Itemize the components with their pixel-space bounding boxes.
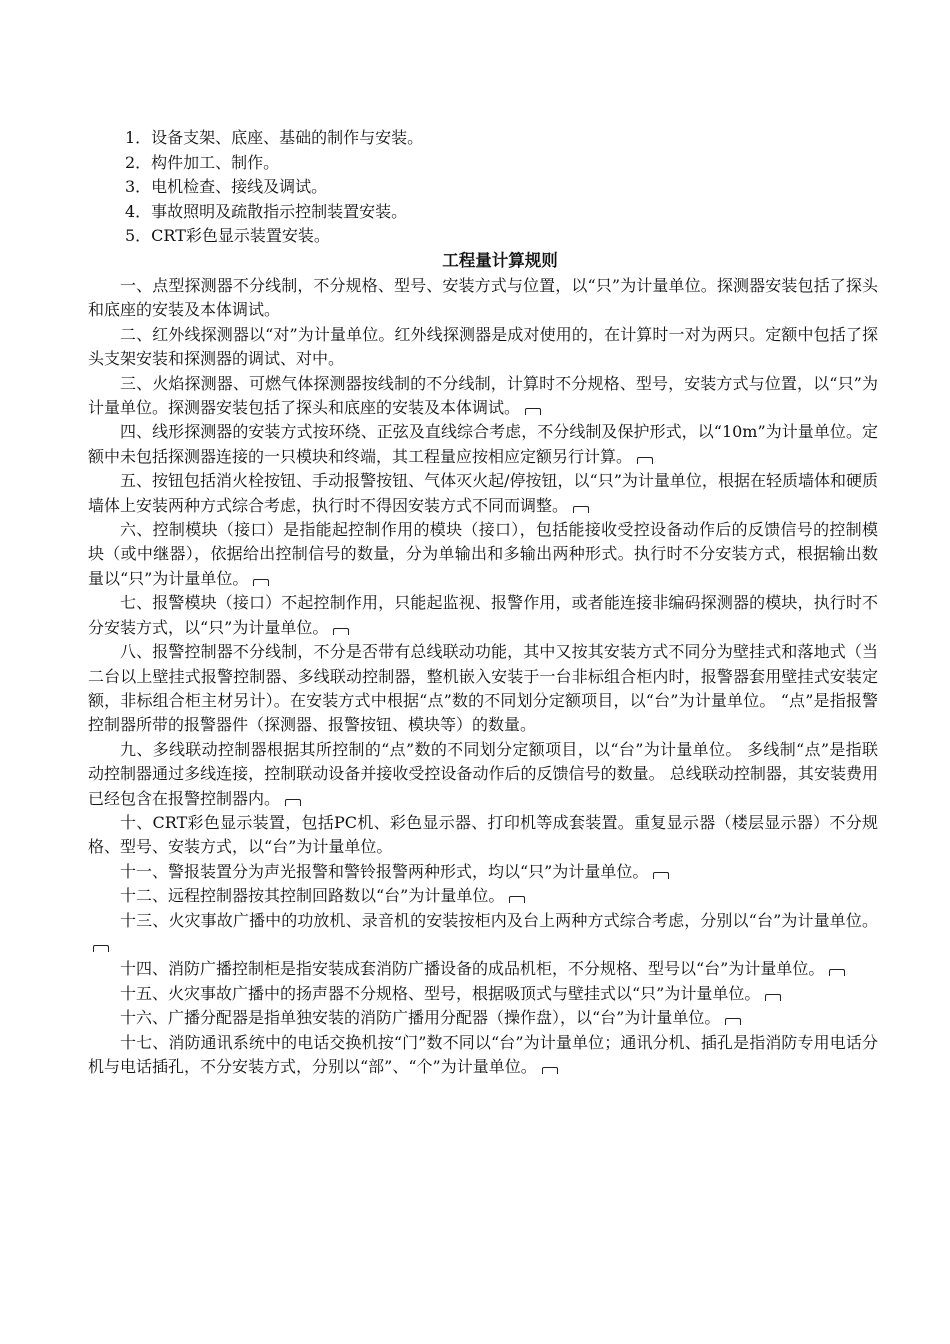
list-item: 3．电机检查、接线及调试。 xyxy=(125,177,328,196)
rule-text: 十三、火灾事故广播中的功放机、录音机的安装按柜内及台上两种方式综合考虑，分别以“台”为计量单位。 xyxy=(120,910,878,930)
rule-text: 六、控制模块（接口）是指能起控制作用的模块（接口），包括能接收受控设备动作后的反馈信号的控制模块（或中继器），依据给出控制信号的数量，分为单输出和多输出两种形式。执行时不分安装方式，根据输出数量以“只”为计量单位。 xyxy=(88,520,878,588)
list-item: 5．CRT彩色显示装置安装。 xyxy=(125,226,330,245)
rule-paragraph-3 xyxy=(88,372,878,421)
rule-text: 八、报警控制器不分线制，不分是否带有总线联动功能，其中又按其安装方式不同分为壁挂式和落地式（当二台以上壁挂式报警控制器、多线联动控制器，整机嵌入安装于一台非标组合柜内时，报警器套用壁挂式安装定额，非标组合柜主材另计）。在安装方式中根据“点”数的不同划分定额项目，以“台”为计量单位。 “点”是指报警控制器所带的报警器件（探测器、报警按钮、模块等）的数量。 xyxy=(88,642,878,735)
paragraph-mark-icon xyxy=(542,1067,558,1074)
paragraph-mark-icon xyxy=(509,896,525,903)
rule-paragraph-4 xyxy=(88,420,878,469)
rule-text: 一、点型探测器不分线制，不分规格、型号、安装方式与位置，以“只”为计量单位。探测器安装包括了探头和底座的安装及本体调试。 xyxy=(88,276,878,320)
paragraph-mark-icon xyxy=(637,457,653,464)
paragraph-mark-icon xyxy=(829,969,845,976)
rule-paragraph-14 xyxy=(88,957,878,981)
paragraph-mark-icon xyxy=(253,579,269,586)
rule-text: 十六、广播分配器是指单独安装的消防广播用分配器（操作盘），以“台”为计量单位。 xyxy=(120,1008,721,1028)
rule-text: 十二、远程控制器按其控制回路数以“台”为计量单位。 xyxy=(120,886,505,906)
rule-paragraph-10 xyxy=(88,811,878,860)
rule-text: 十一、警报装置分为声光报警和警铃报警两种形式，均以“只”为计量单位。 xyxy=(120,861,649,881)
paragraph-mark-icon xyxy=(725,1018,741,1025)
rule-paragraph-5 xyxy=(88,469,878,518)
rule-text: 四、线形探测器的安装方式按环绕、正弦及直线综合考虑，不分线制及保护形式，以“10m”为计量单位。定额中未包括探测器连接的一只模块和终端，其工程量应按相应定额另行计算。 xyxy=(88,422,878,466)
rule-paragraph-17 xyxy=(88,1031,878,1080)
rule-paragraph-12 xyxy=(88,884,878,908)
paragraph-mark-icon xyxy=(93,945,109,952)
rule-text: 三、火焰探测器、可燃气体探测器按线制的不分线制，计算时不分规格、型号，安装方式与位置，以“只”为计量单位。探测器安装包括了探头和底座的安装及本体调试。 xyxy=(88,373,878,418)
paragraph-mark-icon xyxy=(333,628,349,635)
rule-text: 十四、消防广播控制柜是指安装成套消防广播设备的成品机柜，不分规格、型号以“台”为计量单位。 xyxy=(120,959,825,979)
scope-list xyxy=(125,126,885,249)
rule-paragraph-8 xyxy=(88,640,878,738)
rule-paragraph-13 xyxy=(88,909,878,958)
rule-paragraph-2 xyxy=(88,323,878,372)
rule-paragraph-7 xyxy=(88,591,878,640)
rule-paragraph-11 xyxy=(88,860,878,884)
paragraph-mark-icon xyxy=(765,994,781,1001)
list-item: 2．构件加工、制作。 xyxy=(125,152,280,172)
paragraph-mark-icon xyxy=(525,408,541,415)
paragraph-mark-icon xyxy=(653,872,669,879)
rule-paragraph-6 xyxy=(88,518,878,591)
rule-paragraph-16 xyxy=(88,1006,878,1030)
list-item: 1．设备支架、底座、基础的制作与安装。 xyxy=(125,128,424,147)
rule-paragraph-9 xyxy=(88,738,878,811)
rule-text: 五、按钮包括消火栓按钮、手动报警按钮、气体灭火起/停按钮，以“只”为计量单位，根据在轻质墙体和硬质墙体上安装两种方式综合考虑，执行时不得因安装方式不同而调整。 xyxy=(88,471,878,515)
list-item: 4．事故照明及疏散指示控制装置安装。 xyxy=(125,201,408,221)
paragraph-mark-icon xyxy=(573,506,589,513)
rule-text: 七、报警模块（接口）不起控制作用，只能起监视、报警作用，或者能连接非编码探测器的模块，执行时不分安装方式，以“只”为计量单位。 xyxy=(88,593,878,637)
rule-paragraph-15 xyxy=(88,982,878,1006)
paragraph-mark-icon xyxy=(285,799,301,806)
rules-body xyxy=(88,274,878,1079)
rule-text: 十七、消防通讯系统中的电话交换机按“门”数不同以“台”为计量单位；通讯分机、插孔是指消防专用电话分机与电话插孔，不分安装方式，分别以“部”、“个”为计量单位。 xyxy=(88,1032,878,1076)
rule-text: 十五、火灾事故广播中的扬声器不分规格、型号，根据吸顶式与壁挂式以“只”为计量单位。 xyxy=(120,983,761,1003)
rule-text: 九、多线联动控制器根据其所控制的“点”数的不同划分定额项目，以“台”为计量单位。 多线制“点”是指联动控制器通过多线连接，控制联动设备并接收受控设备动作后的反馈信号的数量。 总线联动控制器，其安装费用已经包含在报警控制器内。 xyxy=(88,739,878,808)
section-title: 工程量计算规则 xyxy=(442,251,558,270)
rule-text: 十、CRT彩色显示装置，包括PC机、彩色显示器、打印机等成套装置。重复显示器（楼层显示器）不分规格、型号、安装方式，以“台”为计量单位。 xyxy=(88,812,878,857)
rule-text: 二、红外线探测器以“对”为计量单位。红外线探测器是成对使用的，在计算时一对为两只。定额中包括了探头支架安装和探测器的调试、对中。 xyxy=(88,324,878,369)
rule-paragraph-1 xyxy=(88,274,878,323)
